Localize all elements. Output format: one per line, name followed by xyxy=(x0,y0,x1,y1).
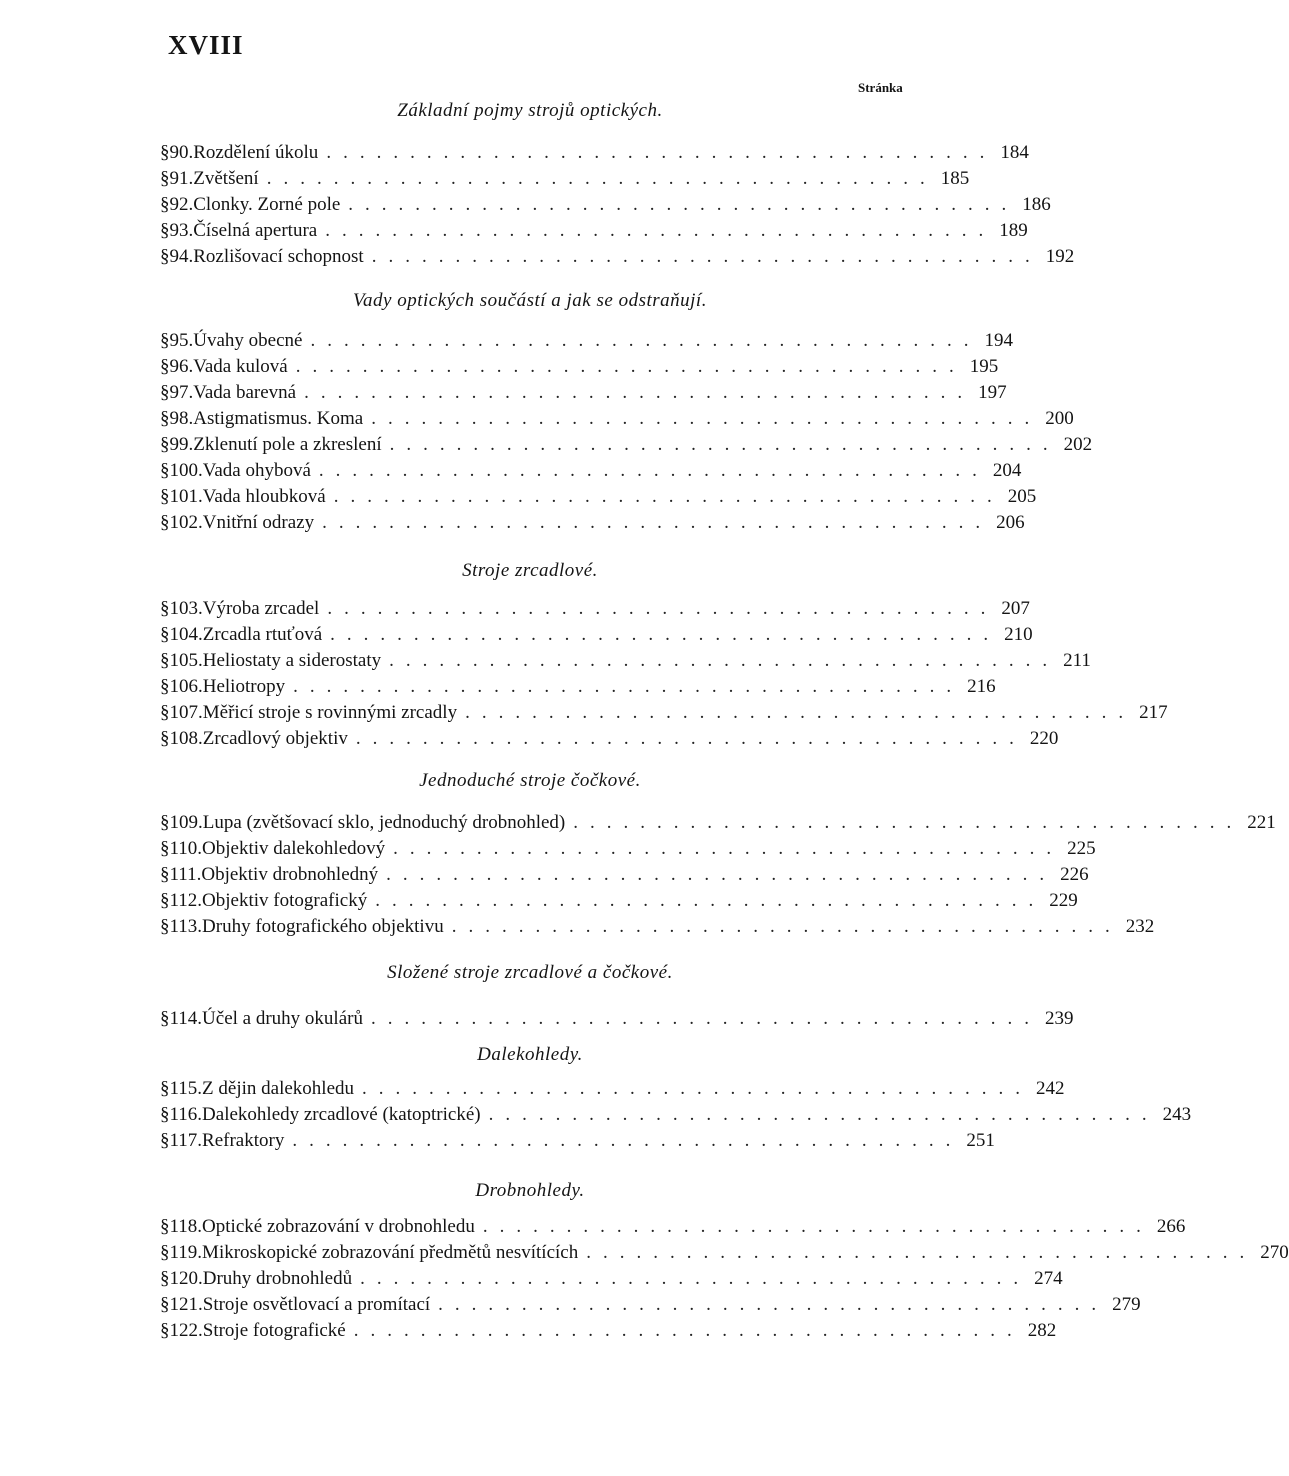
dot-leader: ........................................ xyxy=(371,408,1042,429)
page-reference: 226 xyxy=(1060,864,1089,885)
toc-entry xyxy=(160,1078,1065,1103)
section-number: 108. xyxy=(169,728,203,749)
section-number: 93. xyxy=(169,220,194,241)
section-sign-icon: § xyxy=(160,916,170,937)
section-sign-icon: § xyxy=(160,728,170,749)
toc-entry xyxy=(160,728,1059,753)
toc-entry xyxy=(160,330,1013,355)
section-number: 104. xyxy=(169,624,203,645)
section-number: 119. xyxy=(169,1242,203,1263)
section-number: 90. xyxy=(169,142,194,163)
dot-leader: ........................................ xyxy=(353,1320,1024,1341)
section-sign-icon: § xyxy=(160,408,170,429)
page-reference: 232 xyxy=(1125,916,1155,937)
dot-leader: ........................................ xyxy=(348,194,1019,215)
dot-leader: ........................................ xyxy=(482,1216,1153,1237)
page-reference: 210 xyxy=(1004,624,1033,645)
section-number: 95. xyxy=(169,330,194,351)
entry-title: Druhy fotografického objektivu xyxy=(202,916,444,937)
section-sign-icon: § xyxy=(160,650,170,671)
section-number: 110. xyxy=(169,838,203,859)
dot-leader: ........................................ xyxy=(386,864,1057,885)
entry-title: Vada kulová xyxy=(193,356,288,377)
toc-entry xyxy=(160,194,1051,219)
section-sign-icon: § xyxy=(160,838,170,859)
section-sign-icon: § xyxy=(160,1320,170,1341)
page-reference: 216 xyxy=(967,676,996,697)
section-sign-icon: § xyxy=(160,142,170,163)
page-reference: 243 xyxy=(1162,1104,1192,1125)
section-sign-icon: § xyxy=(160,460,170,481)
entry-title: Refraktory xyxy=(202,1130,285,1151)
toc-entry xyxy=(160,702,1168,727)
toc-entry xyxy=(160,916,1155,941)
section-sign-icon: § xyxy=(160,356,170,377)
section-sign-icon: § xyxy=(160,598,170,619)
section-number: 97. xyxy=(169,382,194,403)
entry-title: Vnitřní odrazy xyxy=(202,512,315,533)
dot-leader: ........................................ xyxy=(318,460,989,481)
dot-leader: ........................................ xyxy=(389,650,1060,671)
page-reference: 194 xyxy=(984,330,1013,351)
entry-title: Mikroskopické zobrazování předmětů nesvítících xyxy=(202,1242,579,1263)
section-sign-icon: § xyxy=(160,890,170,911)
section-sign-icon: § xyxy=(160,812,170,833)
entry-title: Rozlišovací schopnost xyxy=(193,246,364,267)
dot-leader: ........................................ xyxy=(465,702,1136,723)
entry-title: Dalekohledy zrcadlové (katoptrické) xyxy=(202,1104,481,1125)
dot-leader: ........................................ xyxy=(573,812,1244,833)
toc-entry xyxy=(160,246,1075,271)
toc-entry xyxy=(160,1320,1057,1345)
section-heading: Jednoduché stroje čočkové. xyxy=(419,770,641,791)
toc-entry xyxy=(160,1130,995,1155)
entry-title: Číselná apertura xyxy=(193,220,318,241)
dot-leader: ........................................ xyxy=(326,142,997,163)
section-heading: Vady optických součástí a jak se odstraňují. xyxy=(353,290,707,311)
dot-leader: ........................................ xyxy=(322,512,993,533)
section-number: 109. xyxy=(169,812,203,833)
toc-entry xyxy=(160,408,1074,433)
page-reference: 202 xyxy=(1063,434,1093,455)
section-number: 96. xyxy=(169,356,194,377)
page-reference: 229 xyxy=(1049,890,1078,911)
section-number: 121. xyxy=(169,1294,203,1315)
section-sign-icon: § xyxy=(160,486,170,507)
entry-title: Zklenutí pole a zkreslení xyxy=(193,434,382,455)
section-heading: Drobnohledy. xyxy=(475,1180,585,1201)
page-number: XVIII xyxy=(168,30,244,60)
dot-leader: ........................................ xyxy=(360,1268,1031,1289)
dot-leader: ........................................ xyxy=(393,838,1064,859)
page-reference: 225 xyxy=(1067,838,1096,859)
page-reference: 185 xyxy=(940,168,970,189)
entry-title: Heliotropy xyxy=(202,676,286,697)
section-number: 115. xyxy=(169,1078,203,1099)
entry-title: Objektiv dalekohledový xyxy=(202,838,386,859)
toc-entry xyxy=(160,1008,1074,1033)
dot-leader: ........................................ xyxy=(292,1130,963,1151)
page-reference: 192 xyxy=(1045,246,1075,267)
section-sign-icon: § xyxy=(160,246,170,267)
entry-title: Lupa (zvětšovací sklo, jednoduchý drobnohled) xyxy=(202,812,566,833)
toc-entry xyxy=(160,356,999,381)
toc-entry xyxy=(160,864,1089,889)
toc-entry xyxy=(160,650,1091,675)
dot-leader: ........................................ xyxy=(370,1008,1041,1029)
toc-entry xyxy=(160,512,1025,537)
page-reference: 207 xyxy=(1001,598,1030,619)
section-sign-icon: § xyxy=(160,1268,170,1289)
entry-title: Stroje osvětlovací a promítací xyxy=(202,1294,431,1315)
toc-entry xyxy=(160,486,1037,511)
dot-leader: ........................................ xyxy=(325,220,996,241)
section-heading: Složené stroje zrcadlové a čočkové. xyxy=(387,962,673,983)
section-sign-icon: § xyxy=(160,1008,170,1029)
entry-title: Zrcadlový objektiv xyxy=(202,728,348,749)
section-sign-icon: § xyxy=(160,1242,170,1263)
page-reference: 205 xyxy=(1007,486,1037,507)
toc-entry xyxy=(160,838,1096,863)
section-number: 111. xyxy=(169,864,202,885)
toc-entry xyxy=(160,598,1030,623)
page-reference: 274 xyxy=(1034,1268,1063,1289)
entry-title: Z dějin dalekohledu xyxy=(202,1078,355,1099)
entry-title: Výroba zrcadel xyxy=(202,598,320,619)
entry-title: Měřicí stroje s rovinnými zrcadly xyxy=(202,702,458,723)
page-reference: 239 xyxy=(1044,1008,1074,1029)
section-number: 114. xyxy=(169,1008,203,1029)
page-reference: 282 xyxy=(1027,1320,1057,1341)
section-number: 91. xyxy=(169,168,194,189)
section-sign-icon: § xyxy=(160,434,170,455)
dot-leader: ........................................ xyxy=(371,246,1042,267)
section-number: 107. xyxy=(169,702,203,723)
dot-leader: ........................................ xyxy=(304,382,975,403)
section-number: 118. xyxy=(169,1216,203,1237)
dot-leader: ........................................ xyxy=(389,434,1060,455)
section-number: 105. xyxy=(169,650,203,671)
page-reference: 211 xyxy=(1063,650,1091,671)
entry-title: Vada barevná xyxy=(193,382,297,403)
section-number: 120. xyxy=(169,1268,203,1289)
toc-entry xyxy=(160,1104,1192,1129)
entry-title: Objektiv drobnohledný xyxy=(201,864,379,885)
page-reference: 184 xyxy=(1000,142,1029,163)
entry-title: Astigmatismus. Koma xyxy=(193,408,364,429)
toc-entry xyxy=(160,1242,1289,1267)
section-number: 103. xyxy=(169,598,203,619)
section-number: 92. xyxy=(169,194,194,215)
dot-leader: ........................................ xyxy=(451,916,1122,937)
dot-leader: ........................................ xyxy=(327,598,998,619)
page-reference: 221 xyxy=(1247,812,1276,833)
section-sign-icon: § xyxy=(160,220,170,241)
section-heading: Základní pojmy strojů optických. xyxy=(397,100,663,121)
entry-title: Účel a druhy okulárů xyxy=(202,1008,363,1029)
section-number: 102. xyxy=(169,512,203,533)
section-sign-icon: § xyxy=(160,1294,170,1315)
entry-title: Úvahy obecné xyxy=(193,330,303,351)
toc-entry xyxy=(160,1268,1063,1293)
section-number: 101. xyxy=(169,486,203,507)
page-reference: 204 xyxy=(992,460,1022,481)
section-sign-icon: § xyxy=(160,1216,170,1237)
dot-leader: ........................................ xyxy=(438,1294,1109,1315)
entry-title: Druhy drobnohledů xyxy=(202,1268,353,1289)
entry-title: Zvětšení xyxy=(193,168,259,189)
page-reference: 186 xyxy=(1022,194,1051,215)
section-heading: Dalekohledy. xyxy=(477,1044,583,1065)
dot-leader: ........................................ xyxy=(355,728,1026,749)
section-sign-icon: § xyxy=(160,168,170,189)
section-sign-icon: § xyxy=(160,1078,170,1099)
section-sign-icon: § xyxy=(160,624,170,645)
section-number: 117. xyxy=(169,1130,203,1151)
page-reference: 217 xyxy=(1139,702,1168,723)
section-sign-icon: § xyxy=(160,194,170,215)
section-number: 122. xyxy=(169,1320,203,1341)
toc-entry xyxy=(160,1216,1186,1241)
page-reference: 279 xyxy=(1112,1294,1141,1315)
section-number: 112. xyxy=(169,890,203,911)
toc-entry xyxy=(160,812,1276,837)
toc-entry xyxy=(160,624,1033,649)
entry-title: Clonky. Zorné pole xyxy=(193,194,341,215)
toc-entry xyxy=(160,676,996,701)
dot-leader: ........................................ xyxy=(266,168,937,189)
dot-leader: ........................................ xyxy=(488,1104,1159,1125)
page-column-label: Stránka xyxy=(858,80,903,95)
toc-entry xyxy=(160,382,1007,407)
section-number: 94. xyxy=(169,246,194,267)
section-sign-icon: § xyxy=(160,1104,170,1125)
entry-title: Vada hloubková xyxy=(202,486,326,507)
page-reference: 266 xyxy=(1156,1216,1186,1237)
page-reference: 195 xyxy=(969,356,999,377)
page-reference: 200 xyxy=(1045,408,1074,429)
dot-leader: ........................................ xyxy=(295,356,966,377)
dot-leader: ........................................ xyxy=(293,676,964,697)
entry-title: Vada ohybová xyxy=(202,460,311,481)
toc-entry xyxy=(160,460,1022,485)
section-sign-icon: § xyxy=(160,676,170,697)
section-number: 113. xyxy=(169,916,203,937)
section-number: 98. xyxy=(169,408,194,429)
toc-entry xyxy=(160,890,1078,915)
section-sign-icon: § xyxy=(160,382,170,403)
toc-entry xyxy=(160,220,1028,245)
section-heading: Stroje zrcadlové. xyxy=(462,560,598,581)
section-sign-icon: § xyxy=(160,864,170,885)
entry-title: Heliostaty a siderostaty xyxy=(202,650,382,671)
section-number: 106. xyxy=(169,676,203,697)
section-sign-icon: § xyxy=(160,1130,170,1151)
page-reference: 251 xyxy=(966,1130,995,1151)
section-sign-icon: § xyxy=(160,702,170,723)
page-reference: 220 xyxy=(1029,728,1059,749)
dot-leader: ........................................ xyxy=(310,330,981,351)
dot-leader: ........................................ xyxy=(330,624,1001,645)
page-reference: 189 xyxy=(999,220,1028,241)
page-reference: 206 xyxy=(996,512,1025,533)
section-sign-icon: § xyxy=(160,330,170,351)
entry-title: Zrcadla rtuťová xyxy=(202,624,323,645)
section-number: 99. xyxy=(169,434,194,455)
page-reference: 270 xyxy=(1260,1242,1289,1263)
toc-entry xyxy=(160,434,1093,459)
section-number: 116. xyxy=(169,1104,203,1125)
entry-title: Rozdělení úkolu xyxy=(193,142,319,163)
page-reference: 242 xyxy=(1036,1078,1065,1099)
entry-title: Objektiv fotografický xyxy=(202,890,368,911)
section-sign-icon: § xyxy=(160,512,170,533)
toc-entry xyxy=(160,168,970,193)
dot-leader: ........................................ xyxy=(586,1242,1257,1263)
entry-title: Optické zobrazování v drobnohledu xyxy=(202,1216,475,1237)
entry-title: Stroje fotografické xyxy=(202,1320,346,1341)
dot-leader: ........................................ xyxy=(333,486,1004,507)
dot-leader: ........................................ xyxy=(375,890,1046,911)
toc-entry xyxy=(160,142,1029,167)
dot-leader: ........................................ xyxy=(362,1078,1033,1099)
page-reference: 197 xyxy=(978,382,1007,403)
toc-entry xyxy=(160,1294,1141,1319)
section-number: 100. xyxy=(169,460,203,481)
